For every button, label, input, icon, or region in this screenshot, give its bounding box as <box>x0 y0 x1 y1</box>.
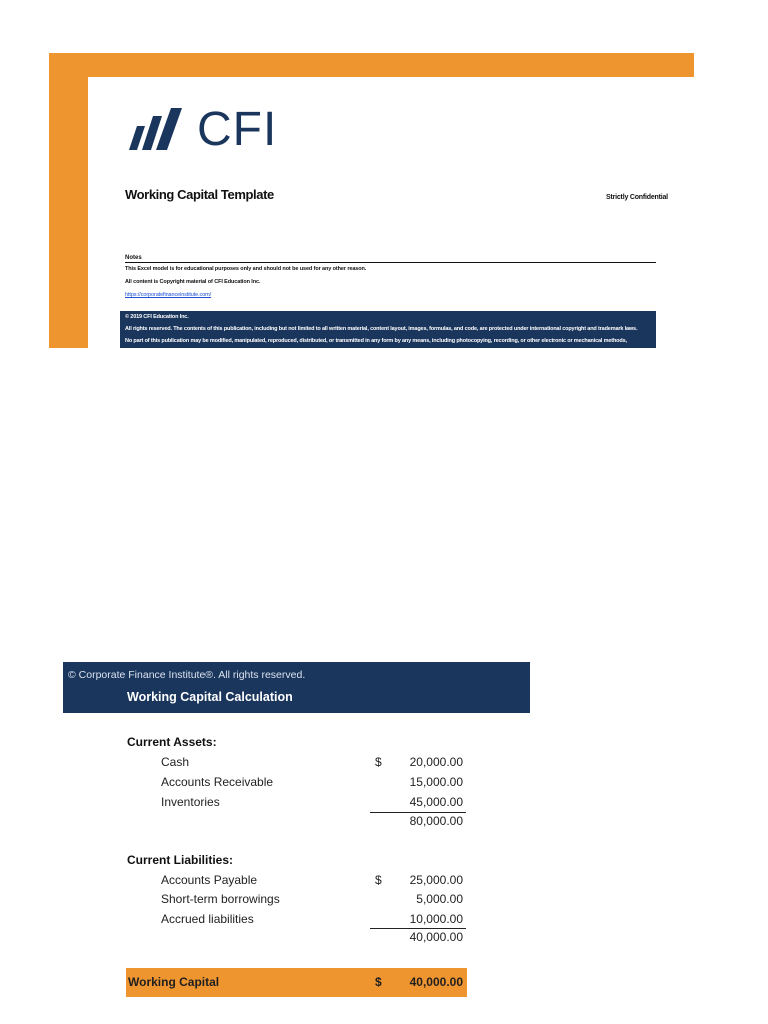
cfi-logo <box>127 103 287 156</box>
template-title: Working Capital Template <box>125 187 274 202</box>
copyright-year-line: © 2019 CFI Education Inc. <box>125 314 189 320</box>
liability-label-accrued: Accrued liabilities <box>161 912 254 926</box>
asset-currency-cash: $ <box>375 755 382 769</box>
asset-label-inventories: Inventories <box>161 795 220 809</box>
liabilities-total: 40,000.00 <box>409 930 463 944</box>
asset-amount-cash: 20,000.00 <box>409 755 463 769</box>
cfi-website-link[interactable]: https://corporatefinanceinstitute.com/ <box>125 292 212 298</box>
current-liabilities-heading: Current Liabilities: <box>127 853 234 867</box>
asset-label-receivable: Accounts Receivable <box>161 775 274 789</box>
asset-amount-receivable: 15,000.00 <box>409 775 463 789</box>
rights-reserved-line: All rights reserved. The contents of this publication, including but not limited to all written material, content layout, images, formulas, and code, are protected under international copyright and trademark laws. <box>125 326 638 332</box>
orange-frame-top <box>49 53 694 77</box>
asset-label-cash: Cash <box>161 755 190 769</box>
working-capital-total: 40,000.00 <box>409 975 463 989</box>
working-capital-currency: $ <box>375 975 382 989</box>
liability-amount-borrowings: 5,000.00 <box>416 892 463 906</box>
working-capital-label: Working Capital <box>128 975 220 989</box>
note-copyright: All content is Copyright material of CFI Education Inc. <box>125 279 261 285</box>
liability-amount-payable: 25,000.00 <box>409 873 463 887</box>
cfi-logo-text: CFI <box>197 103 278 156</box>
calc-title: Working Capital Calculation <box>127 690 293 704</box>
confidential-label: Strictly Confidential <box>606 194 668 201</box>
no-reproduction-line: No part of this publication may be modified, manipulated, reproduced, distributed, or transmitted in any form by any means, including photocopying, recording, or other electronic or mechanical methods, <box>125 338 627 344</box>
liabilities-sum-rule <box>370 928 466 929</box>
cfi-logo-mark-icon <box>127 108 193 152</box>
asset-amount-inventories: 45,000.00 <box>409 795 463 809</box>
calc-copyright: © Corporate Finance Institute®. All rights reserved. <box>68 669 306 681</box>
notes-heading: Notes <box>125 255 142 261</box>
assets-sum-rule <box>370 812 466 813</box>
current-assets-heading: Current Assets: <box>127 735 217 749</box>
liability-label-borrowings: Short-term borrowings <box>161 892 280 906</box>
calc-header-banner <box>63 662 530 713</box>
liability-amount-accrued: 10,000.00 <box>409 912 463 926</box>
notes-divider <box>125 262 656 263</box>
orange-frame-left <box>49 53 88 348</box>
liability-currency-payable: $ <box>375 873 382 887</box>
copyright-notice-box <box>120 311 656 348</box>
assets-total: 80,000.00 <box>409 814 463 828</box>
liability-label-payable: Accounts Payable <box>161 873 258 887</box>
working-capital-bar <box>126 968 467 997</box>
note-educational: This Excel model is for educational purposes only and should not be used for any other reason. <box>125 266 367 272</box>
